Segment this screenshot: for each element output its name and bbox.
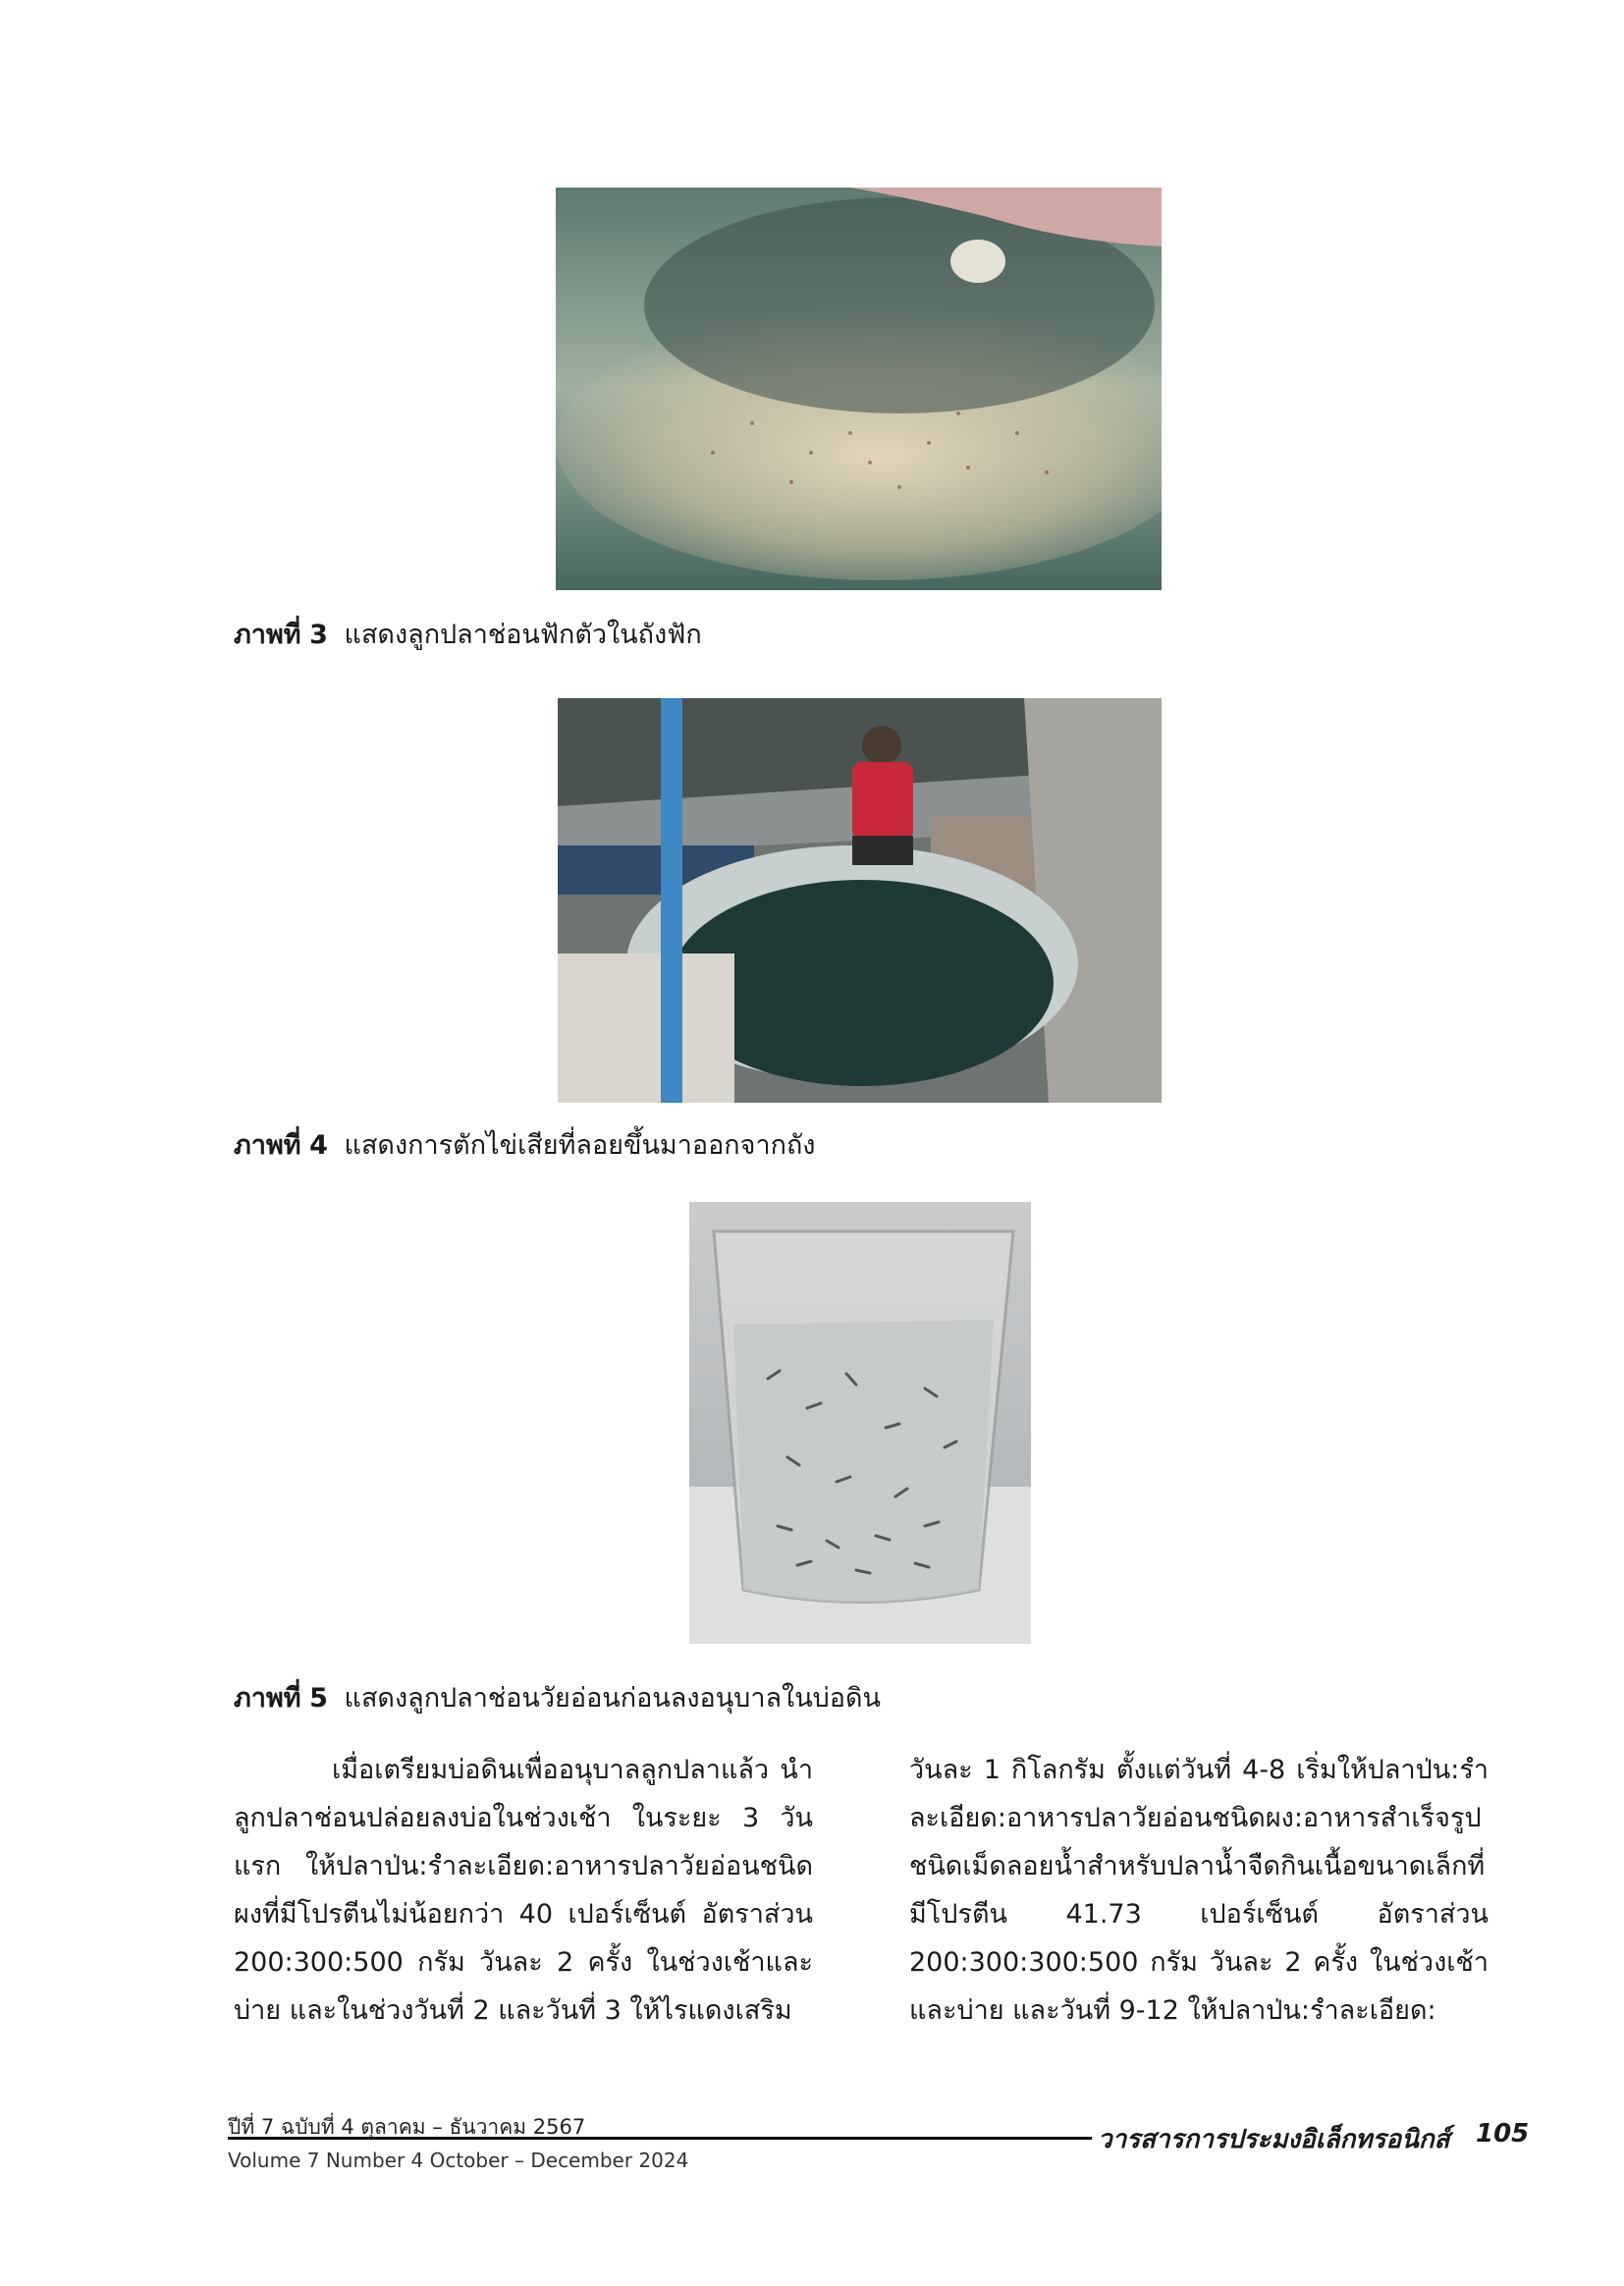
figure-caption-text: แสดงลูกปลาช่อนฟักตัวในถังฟัก	[344, 620, 702, 650]
figure-4-caption	[234, 1129, 816, 1163]
figure-caption-text: แสดงลูกปลาช่อนวัยอ่อนก่อนลงอนุบาลในบ่อดิน	[344, 1683, 882, 1714]
figure-5-caption	[234, 1682, 881, 1715]
body-paragraph: วันละ 1 กิโลกรัม ตั้งแต่วันที่ 4-8 เริ่มให้ปลาป่น:รำละเอียด:อาหารปลาวัยอ่อนชนิดผง:อาหารสำเร็จรูปชนิดเม็ดลอยน้ำสำหรับปลาน้ำจืดกินเนื้อขนาดเล็กที่มีโปรตีน 41.73 เปอร์เซ็นต์ อัตราส่วน 200:300:300:500 กรัม วันละ 2 ครั้ง ในช่วงเช้าและบ่าย และวันที่ 9-12 ให้ปลาป่น:รำละเอียด:	[909, 1755, 1489, 2026]
footer-rule	[228, 2137, 1092, 2140]
figure-number: 5	[309, 1683, 328, 1714]
figure-number: 3	[309, 620, 328, 650]
figure-number: 4	[309, 1130, 328, 1161]
figure-4-photo	[558, 698, 1162, 1103]
figure-caption-text: แสดงการตักไข่เสียที่ลอยขึ้นมาออกจากถัง	[344, 1130, 816, 1161]
footer-issue-english: Volume 7 Number 4 October – December 2024	[228, 2149, 689, 2172]
figure-3-caption	[234, 619, 702, 652]
figure-3-photo	[556, 188, 1162, 590]
body-column-right	[909, 1746, 1489, 2035]
body-column-left	[234, 1746, 813, 2035]
figure-label: ภาพที่	[234, 1683, 301, 1714]
footer-issue-thai: ปีที่ 7 ฉบับที่ 4 ตุลาคม – ธันวาคม 2567	[228, 2115, 586, 2139]
footer-journal-title: วารสารการประมงอิเล็กทรอนิกส์	[1098, 2125, 1450, 2154]
body-paragraph: เมื่อเตรียมบ่อดินเพื่ออนุบาลลูกปลาแล้ว นำลูกปลาช่อนปล่อยลงบ่อในช่วงเช้า ในระยะ 3 วันแรก ให้ปลาป่น:รำละเอียด:อาหารปลาวัยอ่อนชนิดผงที่มีโปรตีนไม่น้อยกว่า 40 เปอร์เซ็นต์ อัตราส่วน 200:300:500 กรัม วันละ 2 ครั้ง ในช่วงเช้าและบ่าย และในช่วงวันที่ 2 และวันที่ 3 ให้ไรแดงเสริม	[234, 1755, 813, 2026]
figure-label: ภาพที่	[234, 620, 301, 650]
figure-label: ภาพที่	[234, 1130, 301, 1161]
page-number: 105	[1476, 2119, 1530, 2149]
figure-5-photo	[689, 1202, 1031, 1644]
